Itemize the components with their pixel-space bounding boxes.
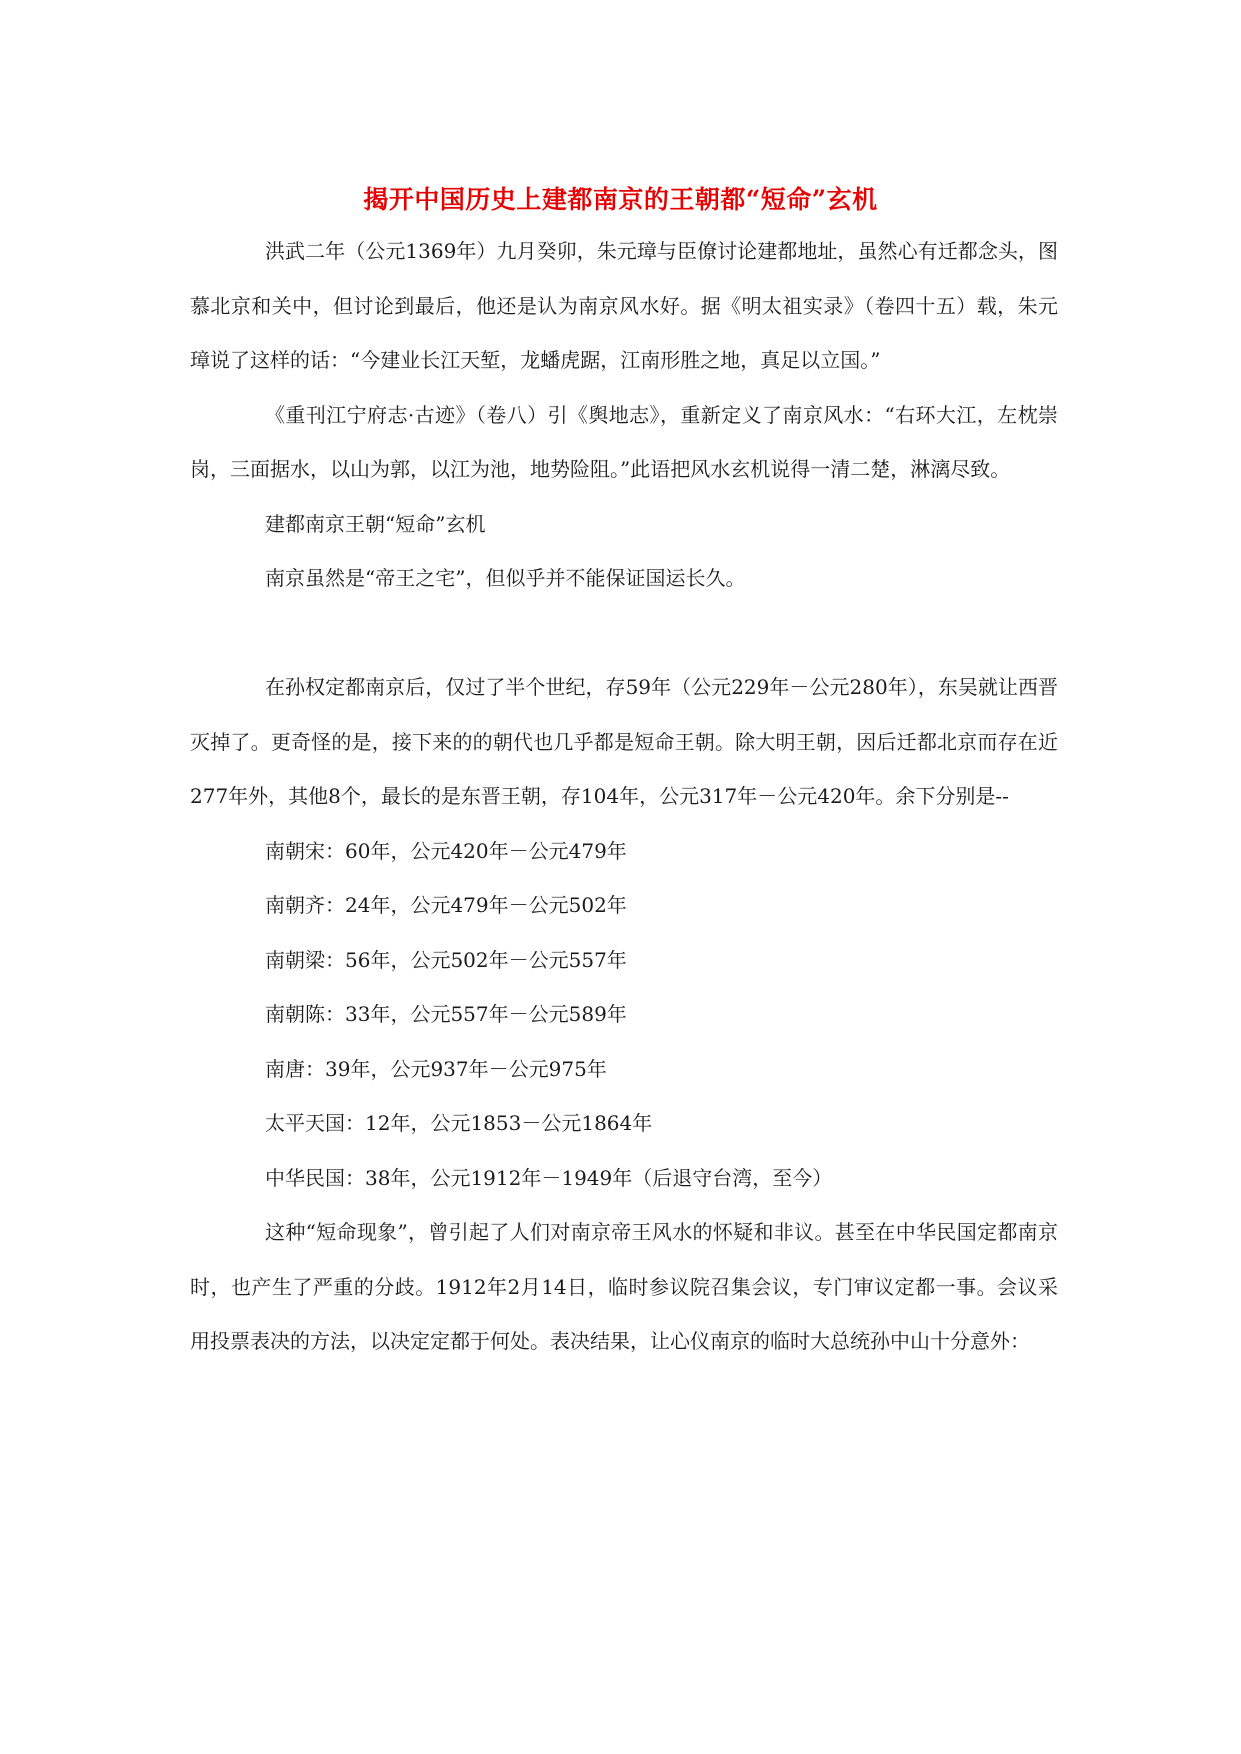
dynasty-list-item: 南朝宋：60年，公元420年－公元479年 xyxy=(265,838,627,863)
document-title: 揭开中国历史上建都南京的王朝都“短命”玄机 xyxy=(363,184,878,214)
paragraph-capital-discussion: 洪武二年（公元1369年）九月癸卯，朱元璋与臣僚讨论建都地址，虽然心有迁都念头，图慕北京和关中，但讨论到最后，他还是认为南京风水好。据《明太祖实录》（卷四十五）载，朱元璋说了这样的话：“今建业长江天堑，龙蟠虎踞，江南形胜之地，真足以立国。” xyxy=(190,239,1058,372)
blank-line xyxy=(190,606,1058,661)
dynasty-list-item: 南朝齐：24年，公元479年－公元502年 xyxy=(265,893,627,917)
section-heading: 建都南京王朝“短命”玄机 xyxy=(265,511,486,536)
dynasty-list-item: 太平天国：12年，公元1853－公元1864年 xyxy=(265,1111,653,1135)
paragraph-closing: 这种“短命现象”，曾引起了人们对南京帝王风水的怀疑和非议。甚至在中华民国定都南京时，也产生了严重的分歧。1912年2月14日，临时参议院召集会议，专门审议定都一事。会议采用投票表决的方法，以决定定都于何处。表决结果，让心仪南京的临时大总统孙中山十分意外： xyxy=(190,1220,1058,1353)
dynasty-list-item: 中华民国：38年，公元1912年－1949年（后退守台湾，至今） xyxy=(265,1165,833,1190)
document-body xyxy=(190,224,1058,1369)
paragraph-short-dynasties: 在孙权定都南京后，仅过了半个世纪，存59年（公元229年－公元280年），东吴就让西晋灭掉了。更奇怪的是，接下来的的朝代也几乎都是短命王朝。除大明王朝，因后迁都北京而存在近277年外，其他8个，最长的是东晋王朝，存104年，公元317年－公元420年。余下分别是-- xyxy=(190,675,1058,808)
dynasty-list-item: 南朝梁：56年，公元502年－公元557年 xyxy=(265,947,627,972)
paragraph-intro: 南京虽然是“帝王之宅”，但似乎并不能保证国运长久。 xyxy=(265,566,746,590)
dynasty-list-item: 南唐：39年，公元937年－公元975年 xyxy=(265,1056,607,1081)
paragraph-fengshui-definition: 《重刊江宁府志·古迹》（卷八）引《舆地志》，重新定义了南京风水：“右环大江，左枕崇岗，三面据水，以山为郭，以江为池，地势险阻。”此语把风水玄机说得一清二楚，淋漓尽致。 xyxy=(190,402,1058,481)
dynasty-list-item: 南朝陈：33年，公元557年－公元589年 xyxy=(265,1002,627,1026)
